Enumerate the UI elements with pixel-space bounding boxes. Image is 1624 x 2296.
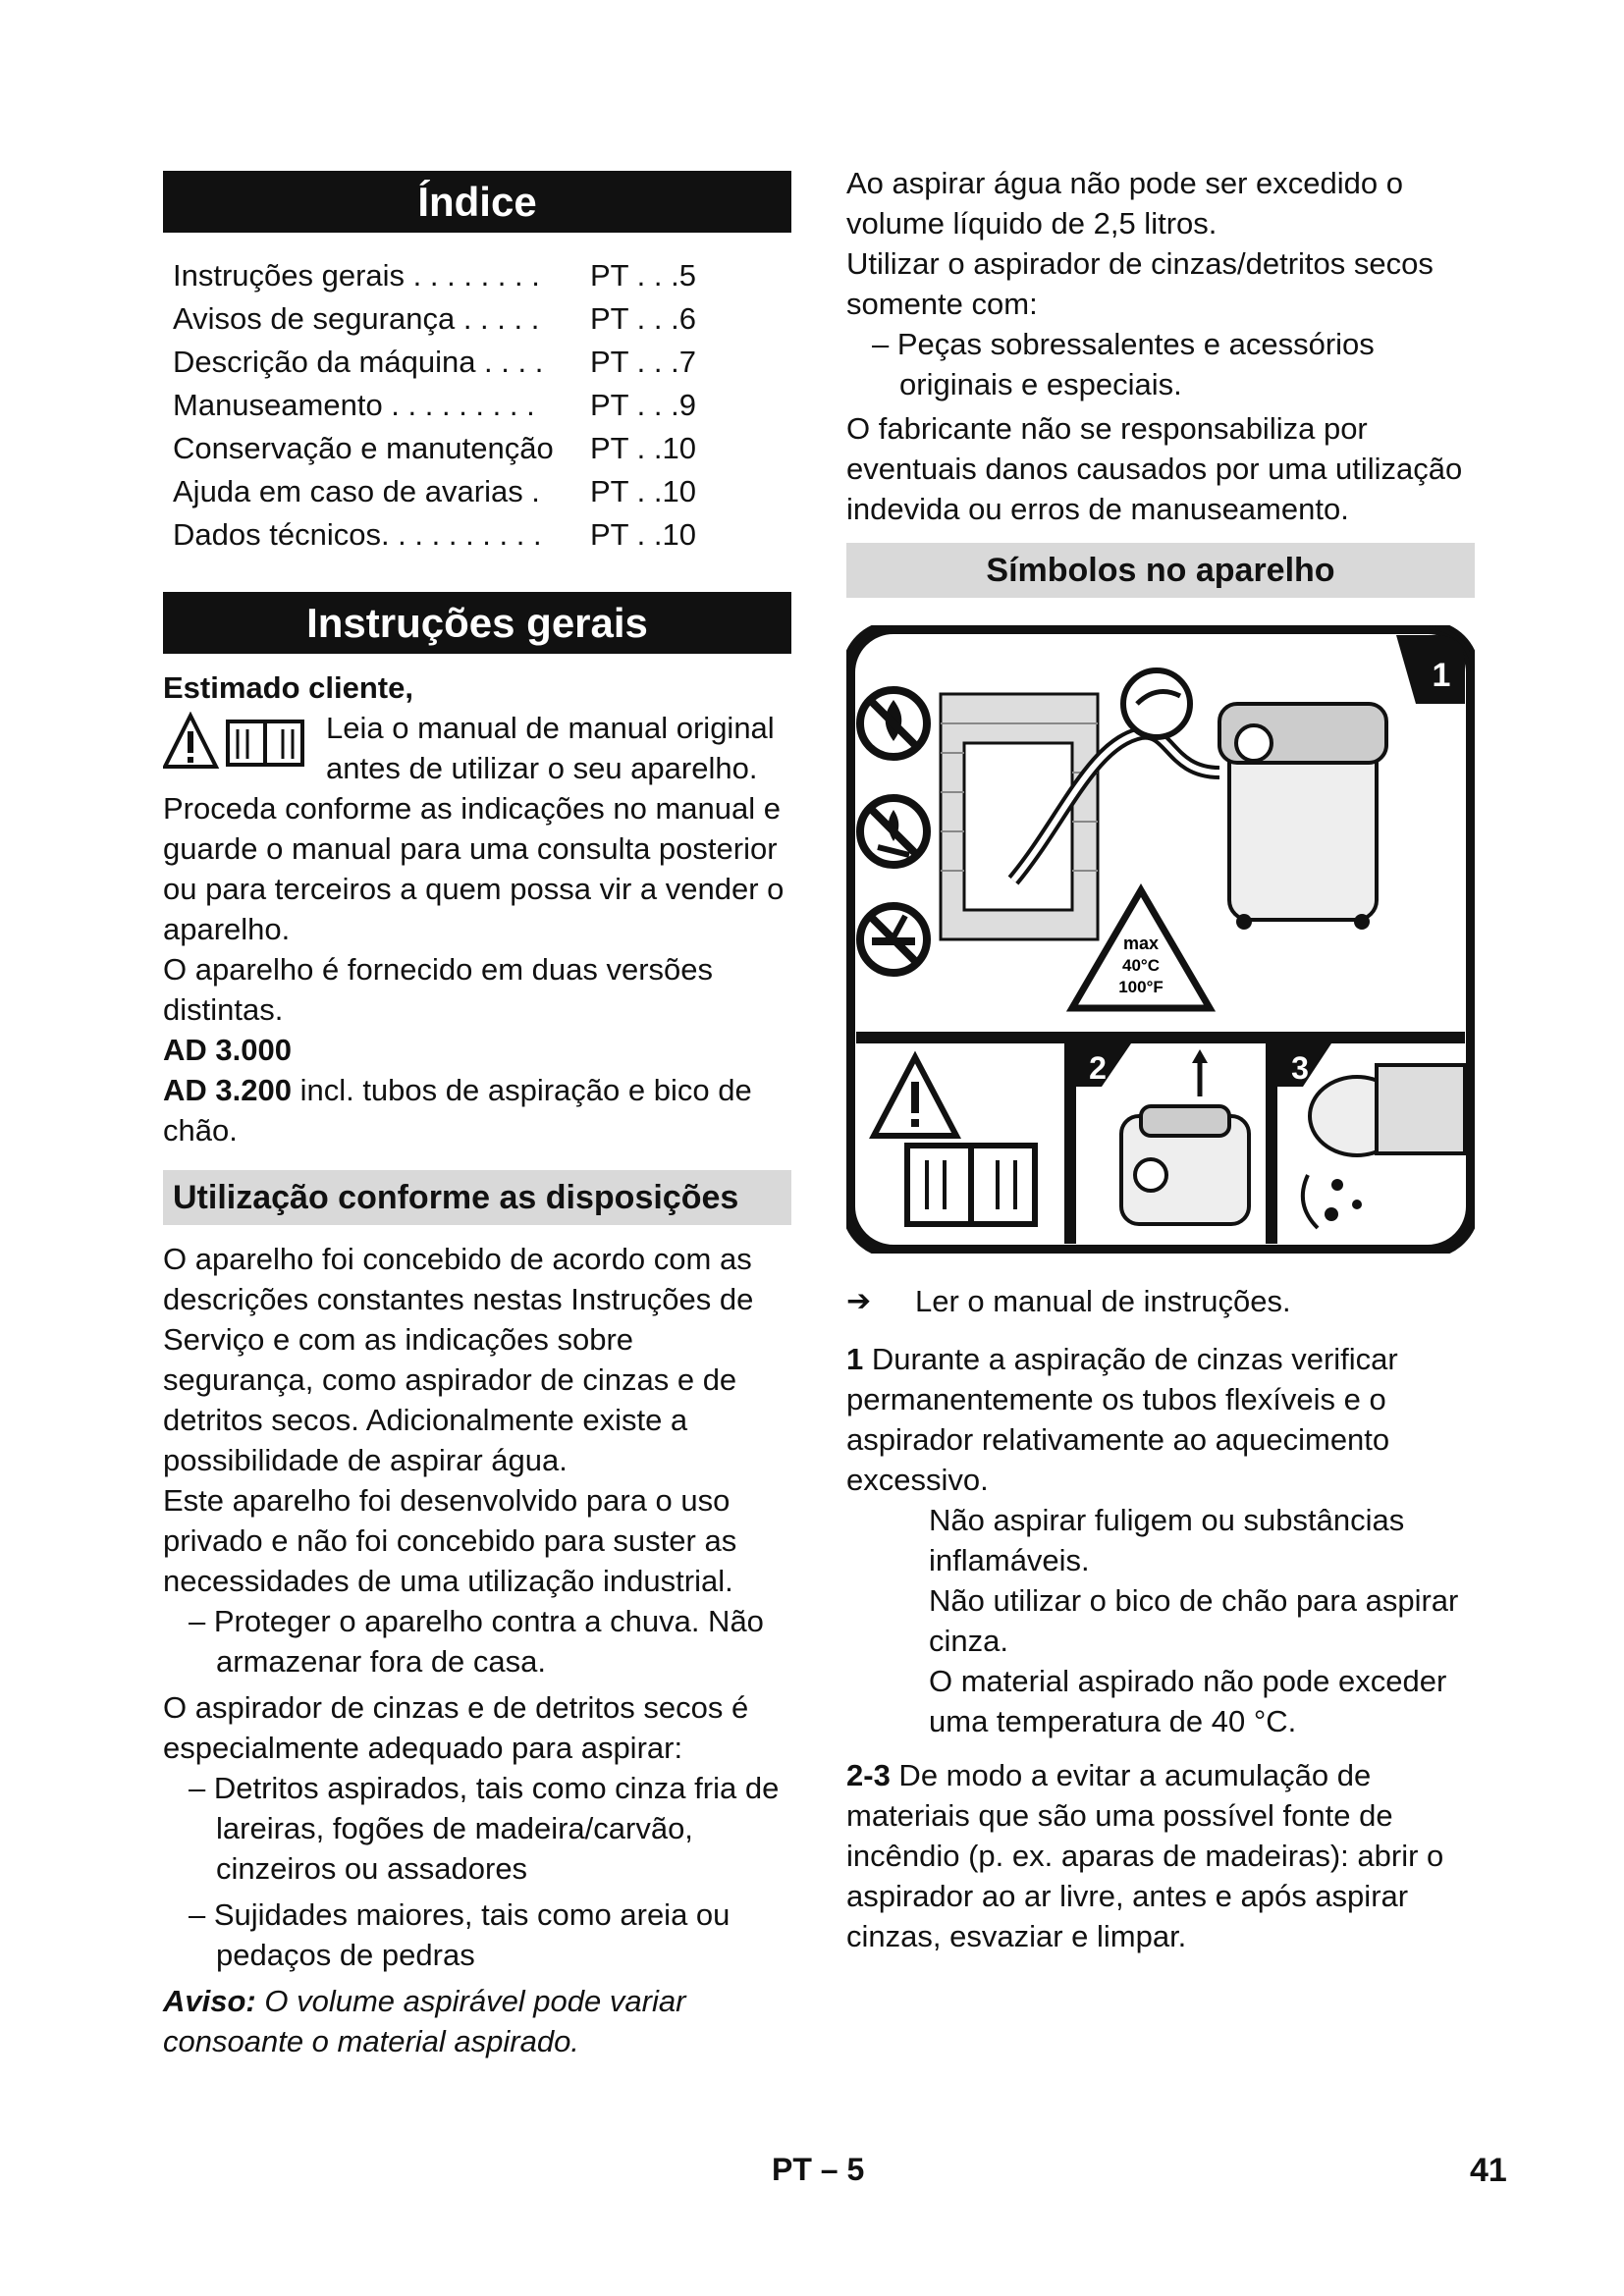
model-ad3200-desc: incl. tubos de aspiração e bico de chão.: [163, 1073, 752, 1148]
vacuum-cleaner-illustration: [1219, 704, 1386, 930]
celsius-label: 40°C: [1122, 956, 1160, 975]
intro-text: Leia o manual de manual original antes de utilizar o seu aparelho. Proceda conforme as indicações no manual e guarde o manual para uma consulta posterior ou para terceiros a quem possa vir a vender o aparelho.: [163, 711, 785, 946]
fahrenheit-label: 100°F: [1118, 978, 1164, 996]
model-ad3200: AD 3.200: [163, 1073, 292, 1107]
usage-paragraph-2: Este aparelho foi desenvolvido para o uso privado e não foi concebido para suster as necessidades de uma utilização industrial.: [163, 1483, 737, 1598]
figure-number-3: 3: [1291, 1050, 1309, 1086]
toc-entry-title: Dados técnicos. . . . . . . . . .: [173, 517, 542, 552]
usage-note: [163, 1981, 791, 2061]
usage-bullet-dirt: – Sujidades maiores, tais como areia ou pedaços de pedras: [189, 1897, 731, 1972]
usage-heading: Utilização conforme as disposições: [163, 1170, 791, 1225]
toc-entry-page: PT . .10: [590, 474, 696, 508]
device-symbols-figure: [846, 625, 1475, 1254]
item-2-3-text-line: [846, 1755, 1475, 1956]
footer-language-page: PT – 5: [772, 2152, 865, 2187]
toc-entry-page: PT . . .5: [590, 258, 696, 293]
general-instructions-heading: Instruções gerais: [163, 592, 791, 654]
figure-number-2: 2: [1089, 1050, 1107, 1086]
note-text: O volume aspirável pode variar consoante o material aspirado.: [163, 1984, 686, 2058]
water-volume-text: Ao aspirar água não pode ser excedido o volume líquido de 2,5 litros.: [846, 166, 1404, 240]
usage-paragraph-3: O aspirador de cinzas e de detritos secos é especialmente adequado para aspirar:: [163, 1690, 749, 1765]
toc-entry-page: PT . .10: [590, 517, 696, 552]
model-ad3200-line: [163, 1070, 791, 1150]
use-only-with-text: Utilizar o aspirador de cinzas/detritos secos somente com:: [846, 246, 1434, 321]
toc-entry-page: PT . . .9: [590, 388, 696, 422]
usage-paragraph-1: O aparelho foi concebido de acordo com as descrições constantes nestas Instruções de Serviço e com as indicações sobre segurança, como aspirador de cinzas e de detritos secos. Adicionalmente existe a possibilidade de aspirar água.: [163, 1242, 754, 1477]
table-of-contents: [173, 254, 791, 557]
item-1-first: [846, 1339, 1475, 1500]
model-ad3000: AD 3.000: [163, 1033, 292, 1067]
toc-entry-page: PT . . .6: [590, 301, 696, 336]
read-manual-text: Ler o manual de instruções.: [915, 1284, 1291, 1318]
toc-entry-title: Ajuda em caso de avarias .: [173, 474, 540, 508]
usage-bullet-rain: – Proteger o aparelho contra a chuva. Não armazenar fora de casa.: [189, 1604, 764, 1679]
toc-entry-page: PT . .10: [590, 431, 696, 465]
item-1-line-3: Não utilizar o bico de chão para aspirar cinza.: [929, 1583, 1459, 1658]
symbol-item-2-3: [846, 1755, 1475, 1956]
toc-entry-title: Conservação e manutenção: [173, 431, 554, 465]
toc-entry-title: Avisos de segurança . . . . .: [173, 301, 540, 336]
figure-number-1: 1: [1432, 657, 1451, 694]
toc-entry-title: Manuseamento . . . . . . . . .: [173, 388, 535, 422]
item-1-text: Durante a aspiração de cinzas verificar permanentemente os tubos flexíveis e o aspirador relativamente ao aquecimento excessivo.: [846, 1342, 1398, 1497]
toc-entry[interactable]: [173, 427, 791, 470]
item-1-line-4: O material aspirado não pode exceder uma temperatura de 40 °C.: [929, 1664, 1447, 1738]
item-1-number: 1: [846, 1342, 864, 1376]
arrow-right-icon: ➔: [846, 1285, 872, 1317]
liability-text: O fabricante não se responsabiliza por eventuais danos causados por uma utilização indevida ou erros de manuseamento.: [846, 411, 1463, 526]
symbol-item-1: [846, 1339, 1475, 1741]
greeting: Estimado cliente,: [163, 670, 413, 705]
toc-entry[interactable]: [173, 297, 791, 341]
toc-entry[interactable]: [173, 384, 791, 427]
item-2-3-text: De modo a evitar a acumulação de materiais que são uma possível fonte de incêndio (p. ex. aparas de madeiras): abrir o aspirador ao ar livre, antes e após aspirar cinzas, esvaziar e limpar.: [846, 1758, 1444, 1953]
read-manual-line: [846, 1281, 1475, 1321]
right-column: [846, 163, 1475, 1956]
toc-entry[interactable]: [173, 470, 791, 513]
toc-entry[interactable]: [173, 254, 791, 297]
left-column: [163, 171, 791, 2061]
toc-entry-page: PT . . .7: [590, 345, 696, 379]
item-1-line-2: Não aspirar fuligem ou substâncias inflamáveis.: [929, 1503, 1405, 1577]
versions-text: O aparelho é fornecido em duas versões distintas.: [163, 952, 714, 1027]
footer-page-number: 41: [1470, 2152, 1507, 2189]
index-heading: Índice: [163, 171, 791, 233]
touch-check-icon: [1123, 670, 1190, 737]
toc-entry-title: Instruções gerais . . . . . . . .: [173, 258, 540, 293]
original-parts-bullet: – Peças sobressalentes e acessórios originais e especiais.: [872, 327, 1375, 401]
toc-entry[interactable]: [173, 341, 791, 384]
usage-bullet-debris: – Detritos aspirados, tais como cinza fria de lareiras, fogões de madeira/carvão, cinzeiros ou assadores: [189, 1771, 780, 1886]
max-label: max: [1122, 934, 1160, 953]
toc-entry[interactable]: [173, 513, 791, 557]
intro-block: [163, 708, 791, 949]
item-2-3-number: 2-3: [846, 1758, 891, 1792]
symbols-heading: Símbolos no aparelho: [846, 543, 1475, 598]
fireplace-illustration: [941, 694, 1098, 939]
warning-manual-icon: [163, 712, 312, 773]
note-label: Aviso:: [163, 1984, 256, 2018]
toc-entry-title: Descrição da máquina . . . .: [173, 345, 544, 379]
